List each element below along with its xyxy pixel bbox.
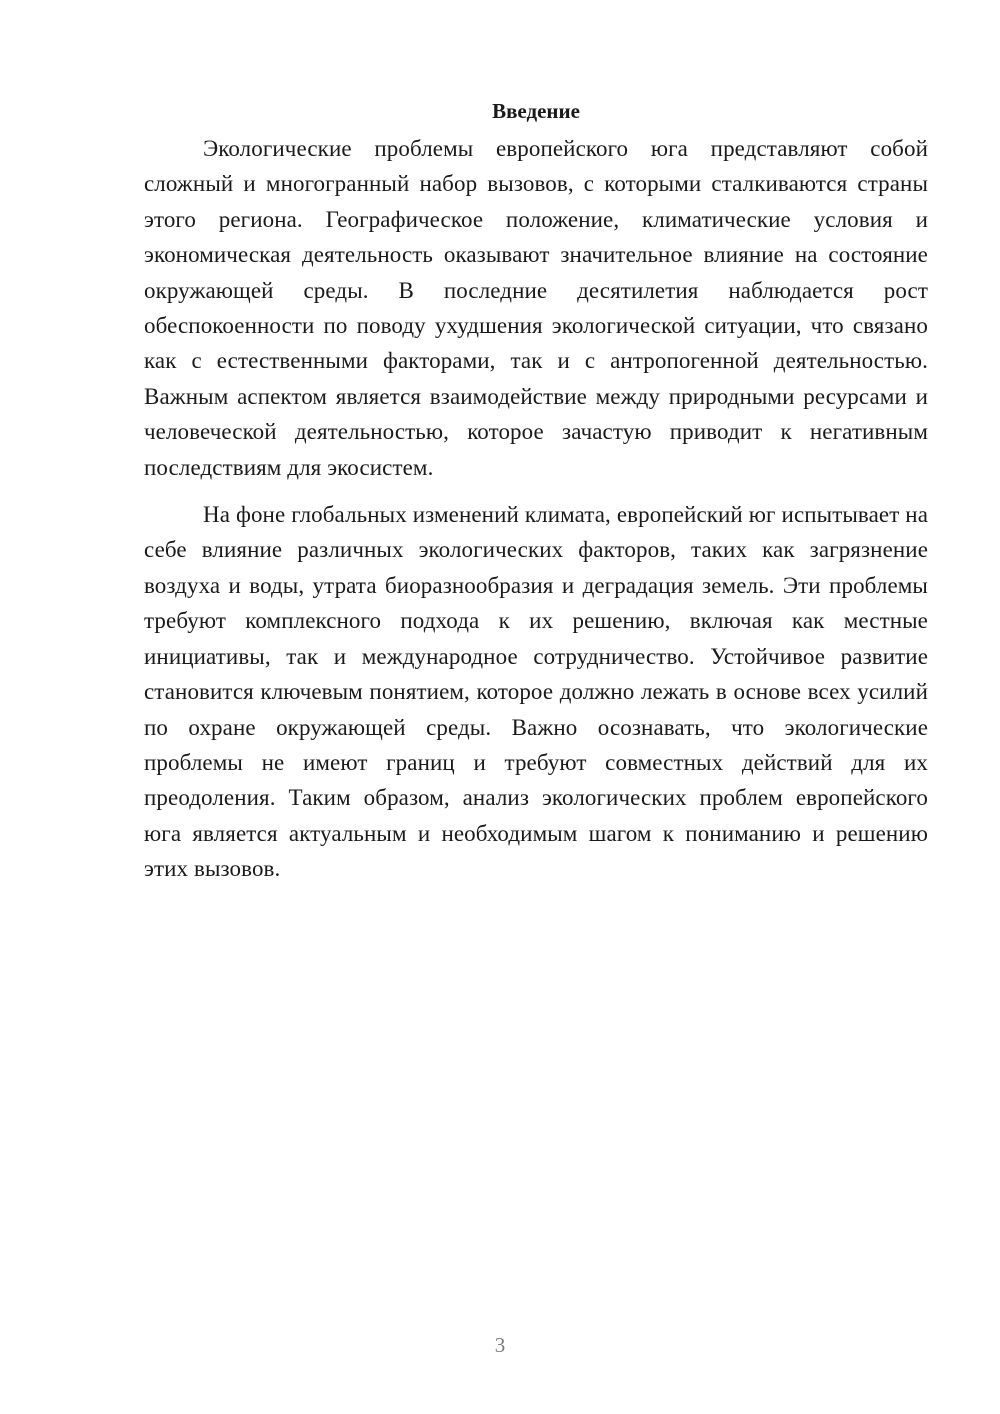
page-number: 3 xyxy=(494,1333,506,1357)
paragraph-1: Экологические проблемы европейского юга представляют собой сложный и многогранный набор вызовов, с которыми сталкиваются страны этого региона. Географическое положение, климатические условия и экономическая деятельность оказывают значительное влияние на состояние окружающей среды. В последние десятилетия наблюдается рост обеспокоенности по поводу ухудшения экологической ситуации, что связано как с естественными факторами, так и с антропогенной деятельностью. Важным аспектом является взаимодействие между природными ресурсами и человеческой деятельностью, которое зачастую приводит к негативным последствиям для экосистем. xyxy=(144,136,928,480)
page-content xyxy=(144,96,928,887)
paragraph-2: На фоне глобальных изменений климата, европейский юг испытывает на себе влияние различных экологических факторов, таких как загрязнение воздуха и воды, утрата биоразнообразия и деградация земель. Эти проблемы требуют комплексного подхода к их решению, включая как местные инициативы, так и международное сотрудничество. Устойчивое развитие становится ключевым понятием, которое должно лежать в основе всех усилий по охране окружающей среды. Важно осознавать, что экологические проблемы не имеют границ и требуют совместных действий для их преодоления. Таким образом, анализ экологических проблем европейского юга является актуальным и необходимым шагом к пониманию и решению этих вызовов. xyxy=(144,502,928,882)
section-heading: Введение xyxy=(492,99,580,123)
